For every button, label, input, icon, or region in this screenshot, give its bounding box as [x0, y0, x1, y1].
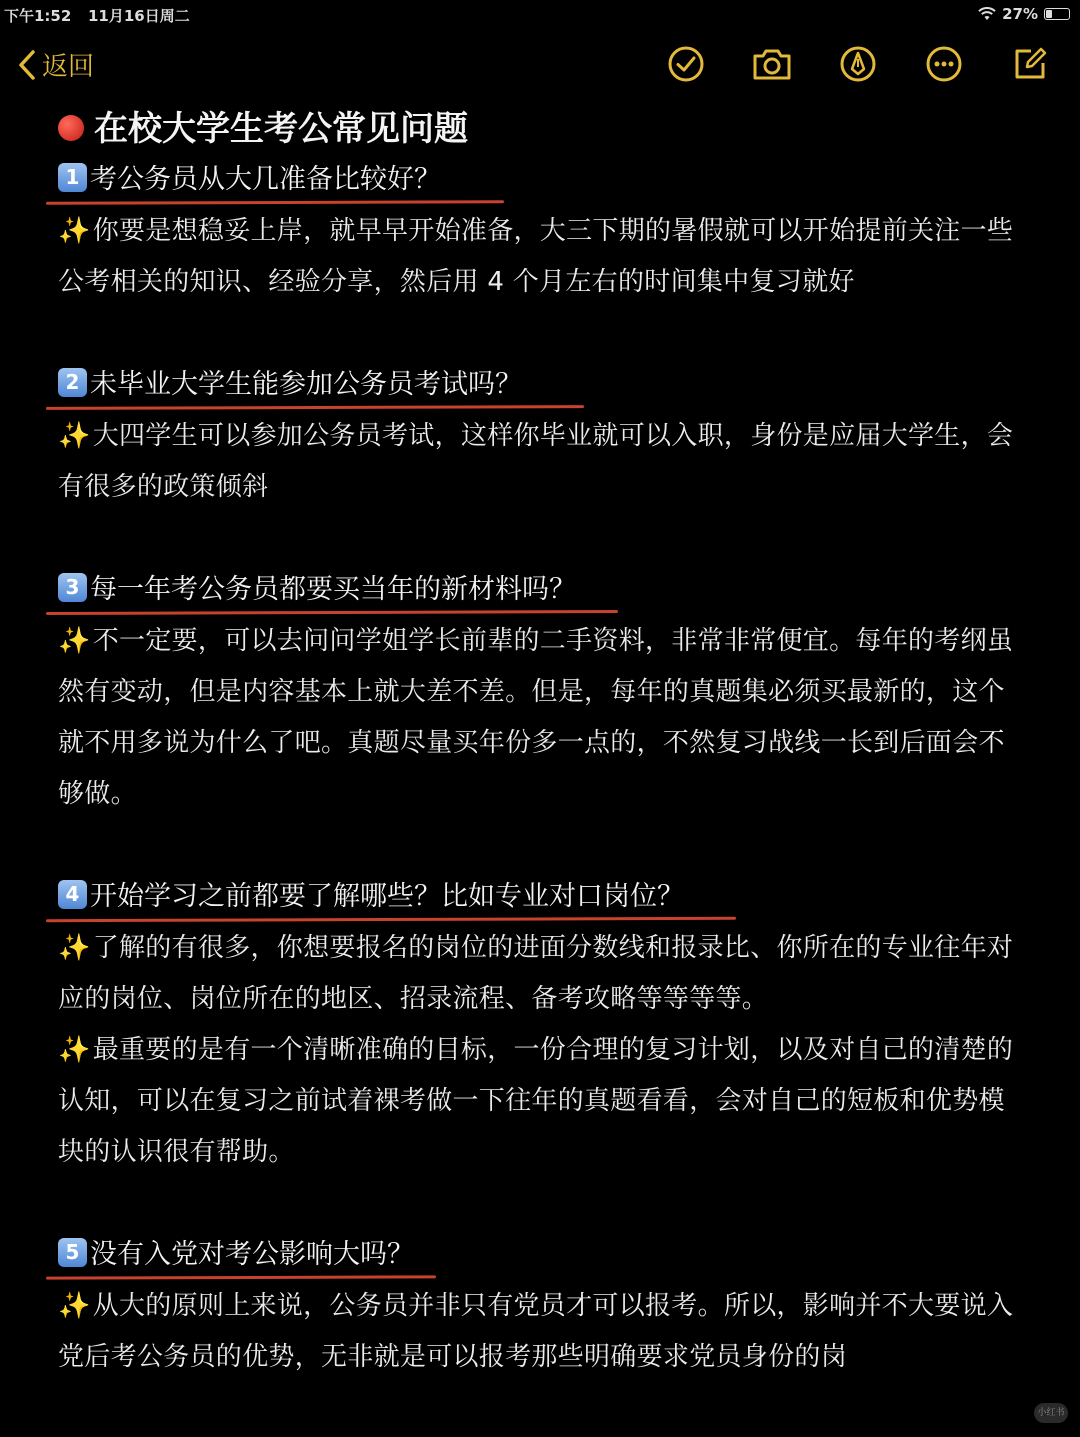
- watermark-text: 小红书: [1037, 1408, 1065, 1418]
- answer-text: 你要是想稳妥上岸，就早早开始准备，大三下期的暑假就可以开始提前关注一些公考相关的知识、经验分享，然后用 4 个月左右的时间集中复习就好: [58, 216, 1014, 297]
- checklist-button[interactable]: [664, 42, 708, 86]
- question-text: 开始学习之前都要了解哪些？比如专业对口岗位？: [90, 881, 684, 912]
- question-heading: [58, 1229, 1028, 1281]
- question-text: 考公务员从大几准备比较好？: [90, 164, 441, 195]
- battery-icon: [1044, 8, 1070, 20]
- answer-text: 从大的原则上来说，公务员并非只有党员才可以报考。所以，影响并不大要说入党后考公务员的优势，无非就是可以报考那些明确要求党员身份的岗: [58, 1291, 1014, 1372]
- answer-paragraph: [58, 1281, 1023, 1383]
- compose-icon: [1011, 45, 1049, 83]
- markup-icon: [839, 45, 877, 83]
- keycap-number-icon: 2: [58, 368, 87, 397]
- question-text: 未毕业大学生能参加公务员考试吗？: [90, 369, 522, 400]
- more-icon: [925, 45, 963, 83]
- status-bar: [0, 0, 1080, 28]
- battery-fill: [1046, 10, 1052, 18]
- status-time: 下午1:52: [4, 7, 72, 25]
- question-text: 没有入党对考公影响大吗？: [90, 1239, 414, 1270]
- question-text: 每一年考公务员都要买当年的新材料吗？: [90, 574, 576, 605]
- sparkles-icon: ✨: [58, 1035, 91, 1065]
- camera-icon: [751, 46, 793, 82]
- answer-text: 大四学生可以参加公务员考试，这样你毕业就可以入职，身份是应届大学生，会有很多的政策倾斜: [58, 421, 1014, 502]
- sparkles-icon: ✨: [58, 626, 91, 656]
- watermark-logo: [1034, 1403, 1068, 1423]
- checklist-icon: [667, 45, 705, 83]
- keycap-number-icon: 4: [58, 880, 87, 909]
- question-heading: [58, 359, 1028, 411]
- wifi-icon: [978, 7, 996, 21]
- markup-button[interactable]: [836, 42, 880, 86]
- note-title-text: 在校大学生考公常见问题: [94, 109, 468, 149]
- note-title: [58, 104, 1028, 154]
- question-heading: [58, 154, 1028, 206]
- sparkles-icon: ✨: [58, 421, 91, 451]
- answer-paragraph: [58, 1025, 1023, 1178]
- notes-toolbar: [0, 38, 1080, 88]
- back-label: 返回: [42, 52, 95, 82]
- handwritten-underline: [46, 610, 618, 615]
- answer-paragraph: [58, 411, 1023, 513]
- keycap-number-icon: 5: [58, 1238, 87, 1267]
- sparkles-icon: ✨: [58, 1291, 91, 1321]
- sparkles-icon: ✨: [58, 216, 91, 246]
- sparkles-icon: ✨: [58, 933, 91, 963]
- toolbar-actions: [664, 42, 1052, 86]
- note-body[interactable]: [58, 104, 1028, 1383]
- battery-percent: 27%: [1002, 5, 1038, 23]
- handwritten-underline: [46, 917, 736, 922]
- chevron-left-icon: [18, 49, 36, 81]
- answer-paragraph: [58, 923, 1023, 1025]
- answer-paragraph: [58, 206, 1023, 308]
- answer-text: 最重要的是有一个清晰准确的目标，一份合理的复习计划，以及对自己的清楚的认知，可以在复习之前试着裸考做一下往年的真题看看，会对自己的短板和优势模块的认识很有帮助。: [58, 1035, 1014, 1167]
- answer-text: 不一定要，可以去问问学姐学长前辈的二手资料，非常非常便宜。每年的考纲虽然有变动，但是内容基本上就大差不差。但是，每年的真题集必须买最新的，这个就不用多说为什么了吧。真题尽量买年份多一点的，不然复习战线一长到后面会不够做。: [58, 626, 1014, 809]
- handwritten-underline: [46, 1275, 436, 1279]
- question-heading: [58, 871, 1028, 923]
- handwritten-underline: [46, 200, 504, 205]
- answer-text: 了解的有很多，你想要报名的岗位的进面分数线和报录比、你所在的专业往年对应的岗位、岗位所在的地区、招录流程、备考攻略等等等等。: [58, 933, 1014, 1014]
- back-button[interactable]: [18, 46, 94, 83]
- status-right: [978, 5, 1070, 23]
- status-date: 11月16日周二: [88, 7, 190, 25]
- answer-paragraph: [58, 616, 1023, 820]
- keycap-number-icon: 3: [58, 573, 87, 602]
- compose-button[interactable]: [1008, 42, 1052, 86]
- question-heading: [58, 564, 1028, 616]
- camera-button[interactable]: [750, 42, 794, 86]
- keycap-number-icon: 1: [58, 163, 87, 192]
- red-circle-icon: [58, 115, 84, 141]
- more-button[interactable]: [922, 42, 966, 86]
- handwritten-underline: [46, 405, 584, 410]
